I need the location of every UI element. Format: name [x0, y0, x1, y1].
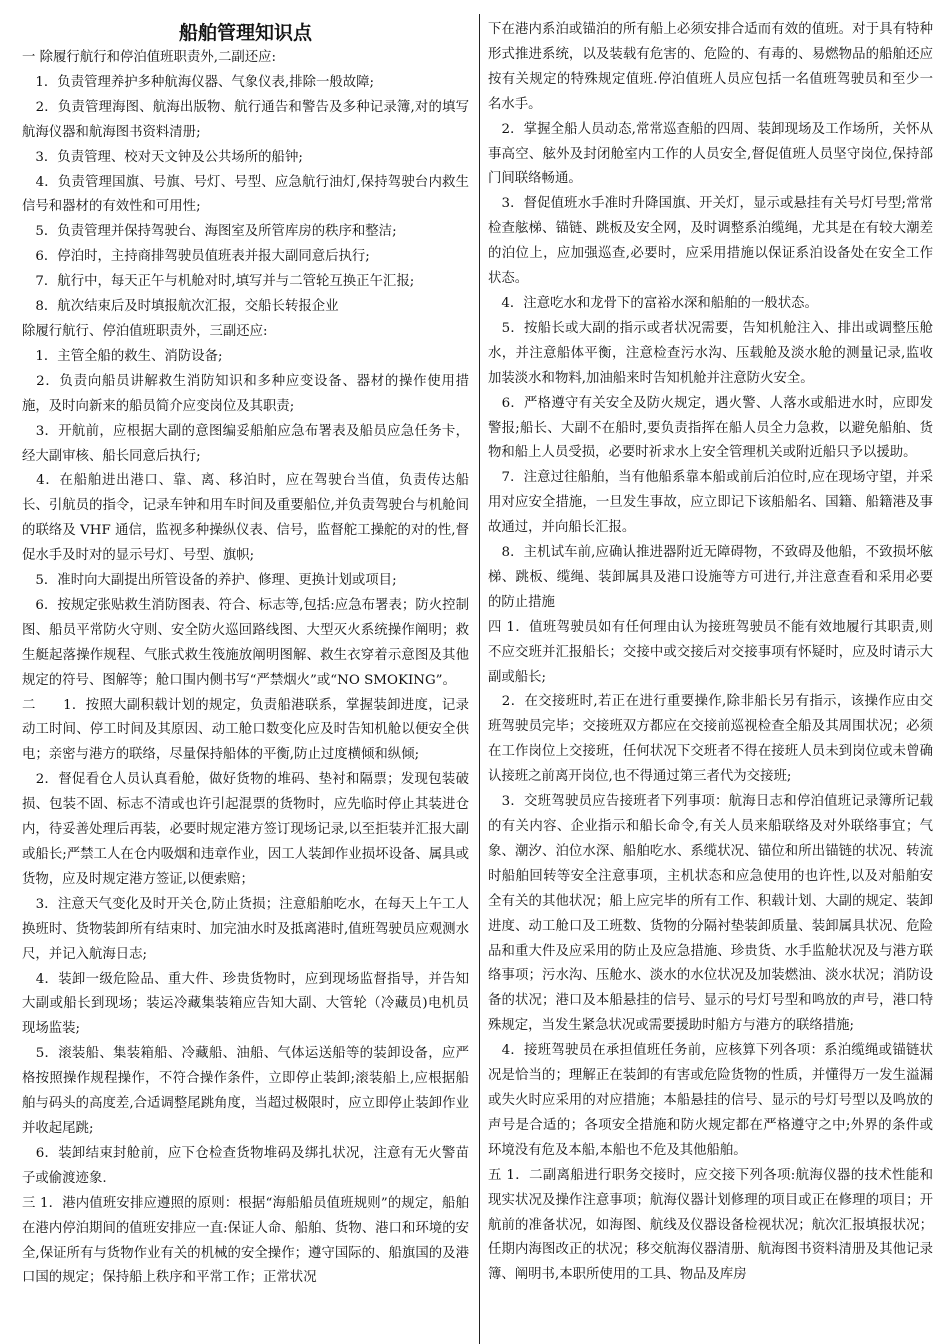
paragraph: 2．负责管理海图、航海出版物、航行通告和警告及多种记录簿,对的填写航海仪器和航海图书资料清册; — [22, 99, 469, 140]
left-paragraphs — [22, 46, 469, 1291]
paragraph: 2．掌握全船人员动态,常常巡查船的四周、装卸现场及工作场所，关怀从事高空、舷外及封闭舱室内工作的人员安全,督促值班人员坚守岗位,保持部门间联络畅通。 — [488, 121, 933, 187]
paragraph: 5．负责管理并保持驾驶台、海图室及所管库房的秩序和整洁; — [22, 224, 397, 240]
left-column — [22, 18, 469, 1344]
paragraph: 1．负责管理养护多种航海仪器、气象仪表,排除一般故障; — [22, 74, 375, 90]
paragraph: 五 1．二副离船进行职务交接时，应交接下列各项:航海仪器的技术性能和现实状况及操作注意事项；航海仪器计划修理的项目或正在修理的项目；开航前的准备状况，如海图、航线及仪器设备检视状况；航次汇报填报状况；任期内海图改正的状况；移交航海仪器清册、航海图书资料清册及其他记录簿、阐明书,本职所使用的工具、物品及库房 — [488, 1167, 933, 1283]
paragraph: 2．负责向船员讲解救生消防知识和多种应变设备、器材的操作使用措施，及时向新来的船员简介应变岗位及其职责; — [22, 373, 469, 414]
page-title: 船舶管理知识点 — [178, 22, 312, 44]
paragraph: 2．在交接班时,若正在进行重要操作,除非船长另有指示，该操作应由交班驾驶员完毕；交接班双方都应在交接前巡视检查全船及其周围状况；必须在工作岗位上交接班，任何状况下交班者不得在接班人员未到岗位或未曾确认接班之前离开岗位,也不得通过第三者代为交接班; — [488, 694, 933, 785]
paragraph: 4．注意吃水和龙骨下的富裕水深和船舶的一般状态。 — [488, 295, 818, 311]
paragraph: 三 1．港内值班安排应遵照的原则：根据“海船船员值班规则”的规定，船舶在港内停泊期间的值班安排应一直:保证人命、船舶、货物、港口和环境的安全,保证所有与货物作业有关的机械的安全操作；遵守国际的、船旗国的及港口国的规定；保持船上秩序和平常工作；正常状况 — [22, 1195, 469, 1286]
column-divider — [479, 14, 480, 1344]
paragraph: 3．注意天气变化及时开关仓,防止货损；注意船舶吃水，在每天上午工人换班时、货物装卸所有结束时、加完油水时及抵离港时,值班驾驶员应观测水尺，并记入航海日志; — [22, 896, 469, 962]
paragraph: 5．准时向大副提出所管设备的养护、修理、更换计划或项目; — [22, 573, 397, 589]
paragraph: 3．交班驾驶员应告接班者下列事项：航海日志和停泊值班记录簿所记载的有关内容、企业指示和船长命令,有关人员来船联络及对外联络事宜；气象、潮汐、泊位水深、船舶吃水、系缆状况、锚位和所出锚链的状况、转流时船舶回转等安全注意事项，主机状态和应急使用的也许性,以及对船舶安全有关的其他状况；船上应完毕的所有工作、积载计划、大副的规定、装卸进度、动工舱口及工班数、货物的分隔衬垫装卸质量、装卸属具状况、危险品和重大件及应采用的防止及应急措施、珍贵货、水手监舱状况及与港方联络事项；污水沟、压舱水、淡水的水位状况及加装燃油、淡水状况；消防设备的状况；港口及本船悬挂的信号、显示的号灯号型和鸣放的声号，港口特殊规定，当发生紧急状况或需要援助时船方与港方的联络措施; — [488, 794, 933, 1034]
paragraph: 四 1．值班驾驶员如有任何理由认为接班驾驶员不能有效地履行其职责,则不应交班并汇报船长；交接中或交接后对交接事项有怀疑时，应及时请示大副或船长; — [488, 619, 933, 685]
paragraph: 4．负责管理国旗、号旗、号灯、号型、应急航行油灯,保持驾驶台内救生信号和器材的有效性和可用性; — [22, 174, 469, 215]
paragraph: 4．接班驾驶员在承担值班任务前，应核算下列各项：系泊缆绳或锚链状况是恰当的；理解正在装卸的有害或危险货物的性质，并懂得万一发生溢漏或失火时应采用的对应措施；本船悬挂的信号、显示的号灯号型以及鸣放的声号是合适的；各项安全措施和防火规定都在严格遵守之中;外界的条件或环境没有危及本船,本船也不危及其他船舶。 — [488, 1043, 933, 1158]
paragraph: 1．主管全船的救生、消防设备; — [22, 348, 223, 364]
paragraph: 8．主机试车前,应确认推进器附近无障碍物，不致碍及他船，不致损坏舷梯、跳板、缆绳、装卸属具及港口设施等方可进行,并注意查看和采用必要的防止措施 — [488, 545, 933, 610]
paragraph: 3．开航前，应根据大副的意图编妥船舶应急布署表及船员应急任务卡，经大副审核、船长同意后执行; — [22, 423, 469, 464]
paragraph: 5．滚装船、集装箱船、冷藏船、油船、气体运送船等的装卸设备，应严格按照操作规程操作，不符合操作条件，立即停止装卸;滚装船上,应根据船舶与码头的高度差,合适调整尾跳角度，当超过极限时，应立即停止装卸作业并收起尾跳; — [22, 1046, 469, 1136]
paragraph: 4．装卸一级危险品、重大件、珍贵货物时，应到现场监督指导，并告知大副或船长到现场；装运冷藏集装箱应告知大副、大管轮（冷藏员)电机员现场监装; — [22, 971, 469, 1037]
paragraph: 5．按船长或大副的指示或者状况需要，告知机舱注入、排出或调整压舱水，并注意船体平衡，注意检查污水沟、压载舱及淡水舱的测量记录,监收加装淡水和物料,加油船来时告知机舱并注意防火安全。 — [488, 320, 933, 386]
paragraph: 4．在船舶进出港口、靠、离、移泊时，应在驾驶台当值，负责传达船长、引航员的指令，记录车钟和用车时间及重要船位,并负责驾驶台与机舱间的联络及 VHF 通信，监视多种操纵仪表、信号，监督舵工操舵的对的性,督促水手及时对的显示号灯、号型、旗帜; — [22, 473, 469, 564]
paragraph: 6．装卸结束封舱前，应下仓检查货物堆码及绑扎状况，注意有无火警苗子或偷渡迹象. — [22, 1145, 469, 1186]
right-column — [488, 18, 933, 1344]
paragraph: 3．督促值班水手准时升降国旗、开关灯，显示或悬挂有关号灯号型;常常检查舷梯、锚链、跳板及安全网，及时调整系泊缆绳，尤其是在有较大潮差的泊位上，应加强巡查,必要时，应采用措施以保证系泊设备处在安全工作状态。 — [488, 196, 933, 287]
paragraph: 6．停泊时，主持商排驾驶员值班表并报大副同意后执行; — [22, 249, 370, 265]
paragraph: 6．严格遵守有关安全及防火规定，遇火警、人落水或船进水时，应即发警报;船长、大副不在船时,要负责指挥在船人员全力急救，以避免船舶、货物和船上人员受损，必要时祈求水上安全管理机关或附近船只予以援助。 — [488, 395, 933, 461]
paragraph: 除履行航行、停泊值班职责外，三副还应: — [22, 323, 268, 339]
paragraph: 二 1．按照大副积载计划的规定，负责船港联系，掌握装卸进度，记录动工时间、停工时间及其原因、动工舱口数变化应及时告知机舱以便安全供电；亲密与港方的联络，尽量保持船体的平衡,防止过度横倾和纵倾; — [22, 697, 469, 763]
paragraph: 8．航次结束后及时填报航次汇报，交船长转报企业 — [22, 299, 339, 315]
right-paragraphs — [488, 18, 933, 1288]
paragraph: 2．督促看仓人员认真看舱，做好货物的堆码、垫衬和隔票；发现包装破损、包装不固、标志不清或也许引起混票的货物时，应先临时停止其装进仓内，待妥善处理后再装，必要时规定港方签订现场记录,以至拒装并汇报大副或船长;严禁工人在仓内吸烟和违章作业，因工人装卸作业损坏设备、属具或货物，应及时规定港方签证,以便索赔； — [22, 772, 469, 887]
paragraph: 7．注意过往船舶，当有他船系靠本船或前后泊位时,应在现场守望，并采用对应安全措施，一旦发生事故，应立即记下该船船名、国籍、船籍港及事故通过，并向船长汇报。 — [488, 470, 933, 536]
paragraph: 一 除履行航行和停泊值班职责外,二副还应: — [22, 50, 277, 65]
paragraph: 3．负责管理、校对天文钟及公共场所的船钟; — [22, 149, 303, 165]
paragraph: 6．按规定张贴救生消防图表、符合、标志等,包括:应急布署表；防火控制图、船员平常防火守则、安全防火巡回路线图、大型灭火系统操作阐明；救生艇起落操作规程、气胀式救生筏施放阐明图解、救生衣穿着示意图及其他规定的符号、图解等；舱口围内侧书写“严禁烟火”或“NO SMOKING”。 — [22, 597, 469, 688]
paragraph: 下在港内系泊或锚泊的所有船上必须安排合适而有效的值班。对于具有特种形式推进系统，以及装载有危害的、危险的、有毒的、易燃物品的船舶还应按有关规定的特殊规定值班.停泊值班人员应包括一名值班驾驶员和至少一名水手。 — [488, 22, 933, 112]
paragraph: 7．航行中，每天正午与机舱对时,填写并与二管轮互换正午汇报; — [22, 274, 415, 290]
